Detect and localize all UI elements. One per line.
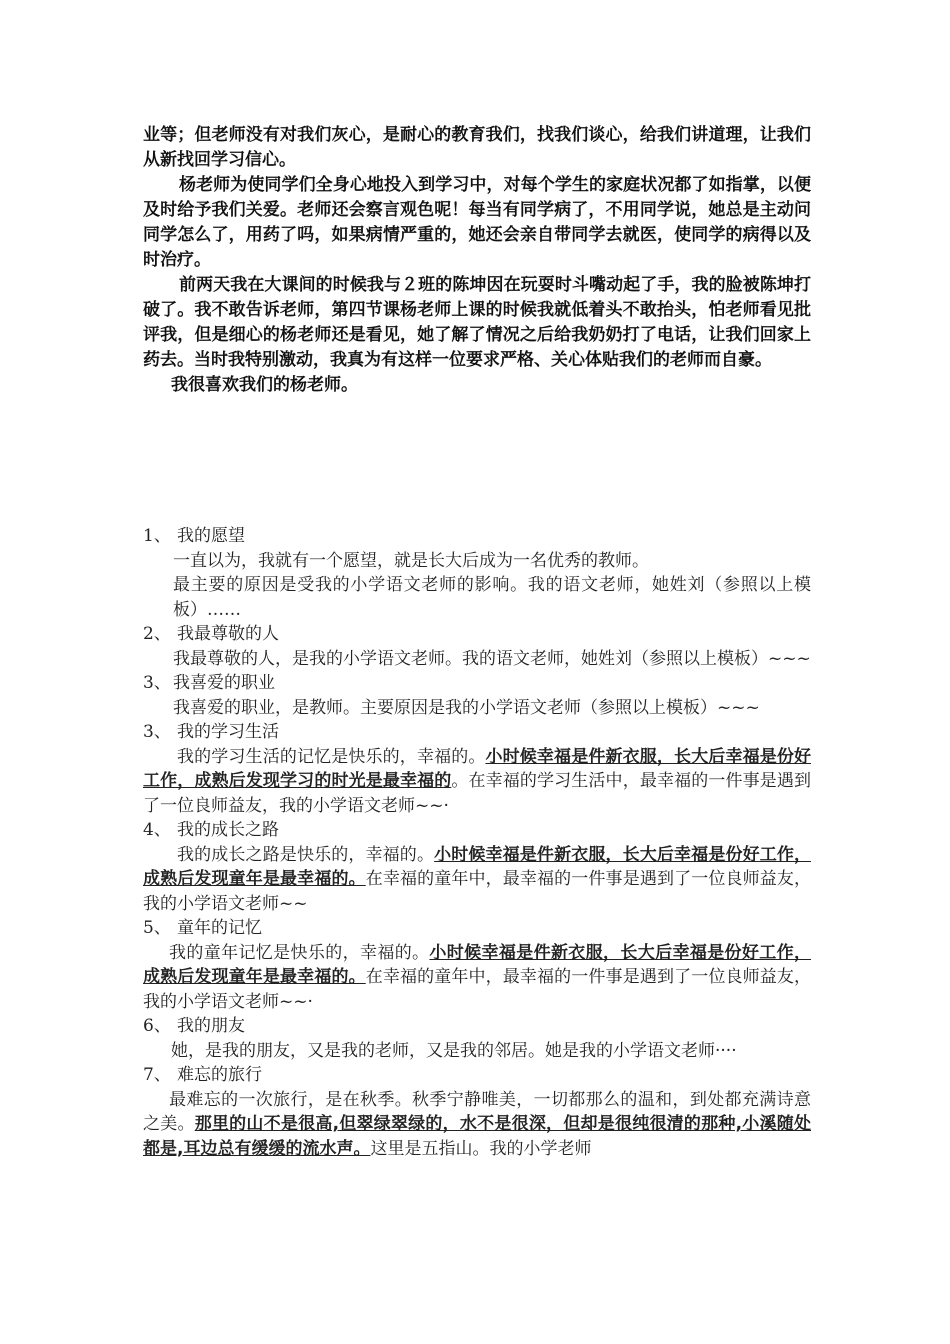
underlined-text: 那里的山不是很高,但翠绿翠绿的，水不是很深，但却是很纯很清的那种,小溪随处都是,耳边总有缓缓的流水声。: [143, 1114, 811, 1159]
list-item-paragraph: [143, 745, 811, 819]
list-item-heading: [143, 671, 811, 696]
list-item-heading: [143, 1063, 811, 1088]
paragraph-text: 在幸福的童年中，最幸福的一件事是遇到了一位良师益友，我的小学语文老师~~: [143, 869, 812, 914]
list-item-paragraph: [143, 843, 811, 917]
list-title: 童年的记忆: [177, 918, 262, 938]
list-title: 我最尊敬的人: [177, 624, 279, 644]
list-item-text: 一直以为，我就有一个愿望，就是长大后成为一名优秀的教师。: [173, 550, 649, 571]
list-item-text: 她，是我的朋友，又是我的老师，又是我的邻居。她是我的小学语文老师····: [171, 1040, 737, 1061]
list-number: 2、: [143, 624, 171, 644]
list-item-heading: [143, 524, 811, 549]
list-number: 5、: [143, 918, 171, 938]
paragraph-text: 最难忘的一次旅行，是在秋季。秋季宁静唯美，一切都那么的温和，到处都充满诗意之美。: [143, 1089, 811, 1134]
paragraph-text: 我的成长之路是快乐的，幸福的。: [177, 844, 435, 865]
paragraph-text: 我的童年记忆是快乐的，幸福的。: [169, 942, 430, 963]
list-title: 我喜爱的职业: [173, 673, 275, 693]
list-number: 6、: [143, 1016, 171, 1036]
list-item-text: 最主要的原因是受我的小学语文老师的影响。我的语文老师，她姓刘（参照以上模板）……: [173, 575, 811, 620]
list-item-text: 我喜爱的职业，是教师。主要原因是我的小学语文老师（参照以上模板）~~~: [173, 697, 760, 718]
list-title: 我的愿望: [177, 526, 245, 546]
list-item-heading: [143, 916, 811, 941]
list-number: 4、: [143, 820, 171, 840]
paragraph-text: 这里是五指山。我的小学老师: [370, 1138, 592, 1159]
list-title: 我的学习生活: [177, 722, 279, 742]
list-item-paragraph: [143, 941, 811, 1015]
topic-list: [143, 524, 811, 1161]
underlined-text: 小时候幸福是件新衣服，长大后幸福是份好工作，成熟后发现童年是最幸福的。: [143, 844, 812, 889]
paragraph-text: 在幸福的童年中，最幸福的一件事是遇到了一位良师益友，我的小学语文老师~~·: [143, 967, 812, 1012]
list-item-paragraph: [143, 1088, 811, 1162]
essay-paragraph-4: 我很喜欢我们的杨老师。: [171, 375, 358, 395]
list-title: 我的朋友: [177, 1016, 245, 1036]
list-number: 1、: [143, 526, 171, 546]
underlined-text: 小时候幸福是件新衣服，长大后幸福是份好工作，成熟后发现学习的时光是最幸福的: [143, 746, 811, 791]
list-title: 我的成长之路: [177, 820, 279, 840]
list-item-heading: [143, 720, 811, 745]
list-item-text: 我最尊敬的人，是我的小学语文老师。我的语文老师，她姓刘（参照以上模板）~~~: [173, 648, 811, 669]
list-number: 7、: [143, 1065, 171, 1085]
list-item-heading: [143, 622, 811, 647]
list-number: 3、: [143, 722, 171, 742]
list-item-heading: [143, 1014, 811, 1039]
paragraph-text: 。在幸福的学习生活中，最幸福的一件事是遇到了一位良师益友，我的小学语文老师~~·: [143, 771, 812, 816]
list-item-heading: [143, 818, 811, 843]
list-number: 3、: [143, 673, 171, 693]
paragraph-text: 我的学习生活的记忆是快乐的，幸福的。: [177, 746, 486, 767]
essay-paragraph-2: 杨老师为使同学们全身心地投入到学习中，对每个学生的家庭状况都了如指掌，以便及时给予我们关爱。老师还会察言观色呢！每当有同学病了，不用同学说，她总是主动问同学怎么了，用药了吗，如果病情严重的，她还会亲自带同学去就医，使同学的病得以及时治疗。: [143, 175, 811, 270]
essay-paragraph-1: 业等；但老师没有对我们灰心，是耐心的教育我们，找我们谈心，给我们讲道理，让我们从新找回学习信心。: [143, 125, 811, 170]
underlined-text: 小时候幸福是件新衣服，长大后幸福是份好工作，成熟后发现童年是最幸福的。: [143, 942, 812, 987]
essay-section: [143, 123, 811, 398]
list-title: 难忘的旅行: [177, 1065, 262, 1085]
essay-paragraph-3: 前两天我在大课间的时候我与２班的陈坤因在玩耍时斗嘴动起了手，我的脸被陈坤打破了。我不敢告诉老师，第四节课杨老师上课的时候我就低着头不敢抬头，怕老师看见批评我，但是细心的杨老师还是看见，她了解了情况之后给我奶奶打了电话，让我们回家上药去。当时我特别激动，我真为有这样一位要求严格、关心体贴我们的老师而自豪。: [143, 275, 811, 370]
